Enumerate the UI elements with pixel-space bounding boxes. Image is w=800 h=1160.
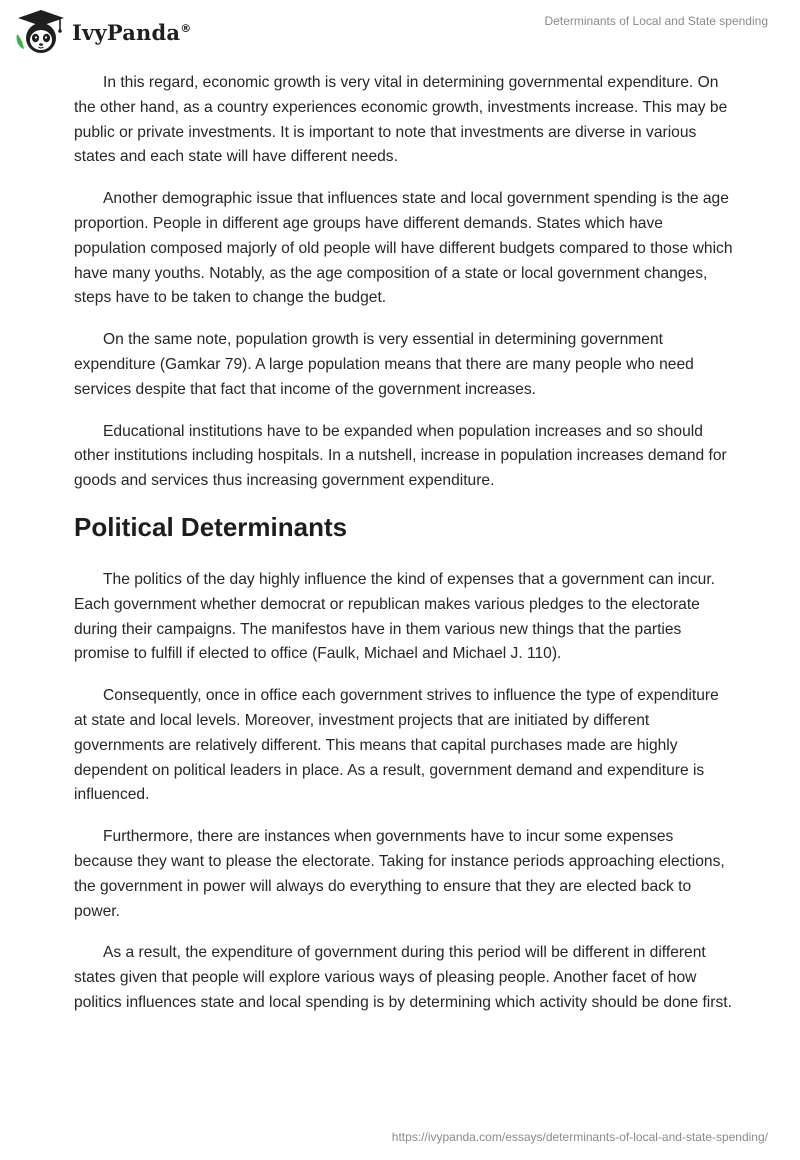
paragraph: As a result, the expenditure of government during this period will be different in different states given that people will explore various ways of pleasing people. Another facet of how politics influences state and local spending is by determining which activity should be done first. xyxy=(74,944,732,1011)
section-heading: Political Determinants xyxy=(74,511,348,542)
ivypanda-logo[interactable] xyxy=(14,8,191,56)
document-title: Determinants of Local and State spending xyxy=(544,14,768,28)
paragraph: The politics of the day highly influence the kind of expenses that a government can incur. Each government whether democrat or republican makes various pledges to the electorate during their campaigns. The manifestos have in them various new things that the parties promise to fulfill if elected to office (Faulk, Michael and Michael J. 110). xyxy=(74,570,715,663)
paragraph: Another demographic issue that influences state and local government spending is the age proportion. People in different age groups have different demands. States which have population composed majorly of old people will have different budgets compared to those which have many youths. Notably, as the age composition of a state or local government changes, steps have to be taken to change the budget. xyxy=(74,190,733,307)
paragraph: In this regard, economic growth is very vital in determining governmental expenditure. On the other hand, as a country experiences economic growth, investments increase. This may be public or private investments. It is important to note that investments are diverse in various states and each state will have different needs. xyxy=(74,74,728,166)
paragraph: Educational institutions have to be expanded when population increases and so should other institutions including hospitals. In a nutshell, increase in population increases demand for goods and services thus increasing government expenditure. xyxy=(74,422,727,490)
essay-content xyxy=(74,71,734,1033)
registered-mark: ® xyxy=(180,21,192,35)
source-url[interactable]: https://ivypanda.com/essays/determinants-of-local-and-state-spending/ xyxy=(391,1130,768,1144)
paragraph: On the same note, population growth is very essential in determining government expenditure (Gamkar 79). A large population means that there are many people who need services despite that fact that income of the government increases. xyxy=(74,331,694,398)
paragraph: Furthermore, there are instances when governments have to incur some expenses because they want to please the electorate. Taking for instance periods approaching elections, the government in power will always do everything to ensure that they are elected back to power. xyxy=(74,828,725,920)
panda-graduate-icon xyxy=(14,8,68,56)
paragraph: Consequently, once in office each government strives to influence the type of expenditure at state and local levels. Moreover, investment projects that are initiated by different governments are relatively different. This means that capital purchases made are highly dependent on political leaders in place. As a result, government demand and expenditure is influenced. xyxy=(74,687,719,804)
brand-name: IvyPanda® xyxy=(72,19,192,45)
page-header xyxy=(0,0,800,62)
